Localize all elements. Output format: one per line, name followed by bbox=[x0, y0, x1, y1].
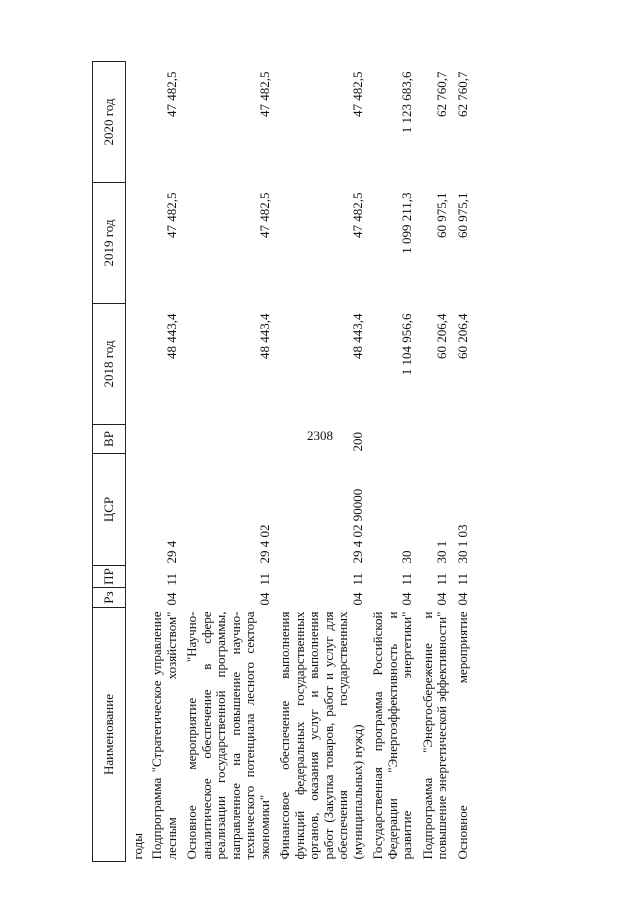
header-rz: Рз bbox=[93, 588, 126, 608]
row-vr bbox=[150, 425, 179, 454]
row-2019: 47 482,5 bbox=[349, 192, 365, 238]
header-2020: 2020 год bbox=[93, 62, 126, 183]
header-2018: 2018 год bbox=[93, 304, 126, 425]
row-rz: 04 bbox=[399, 592, 414, 606]
row-2019: 47 482,5 bbox=[256, 192, 272, 238]
header-2019: 2019 год bbox=[93, 183, 126, 304]
row-2018: 48 443,4 bbox=[163, 313, 179, 359]
table-row bbox=[185, 62, 272, 862]
header-vr: ВР bbox=[93, 425, 126, 454]
years-caption: годы bbox=[129, 833, 145, 860]
row-pr: 11 bbox=[349, 572, 365, 586]
row-2019: 47 482,5 bbox=[163, 192, 179, 238]
table-header bbox=[93, 62, 126, 862]
row-2020: 47 482,5 bbox=[256, 71, 272, 117]
budget-table bbox=[92, 61, 470, 862]
row-rz: 04 bbox=[256, 592, 272, 606]
row-rz: 04 bbox=[349, 592, 365, 606]
budget-table-rotated bbox=[92, 62, 612, 862]
table-row bbox=[278, 62, 365, 862]
row-rz: 04 bbox=[163, 592, 179, 606]
table-row bbox=[421, 62, 450, 862]
row-csr: 30 bbox=[399, 550, 414, 564]
row-csr: 30 1 03 bbox=[454, 524, 470, 564]
row-csr: 30 1 bbox=[434, 540, 449, 564]
row-name: Основное мероприятие bbox=[454, 611, 470, 860]
row-pr: 11 bbox=[454, 572, 470, 586]
row-2019: 60 975,1 bbox=[454, 192, 470, 238]
row-2018: 48 443,4 bbox=[349, 313, 365, 359]
row-2018: 48 443,4 bbox=[256, 313, 272, 359]
row-pr: 11 bbox=[256, 572, 272, 586]
row-2020: 62 760,7 bbox=[454, 71, 470, 117]
row-pr: 11 bbox=[399, 572, 414, 586]
row-rz: 04 bbox=[454, 592, 470, 606]
row-2019: 1 099 211,3 bbox=[399, 192, 414, 254]
row-2018: 1 104 956,6 bbox=[399, 313, 414, 376]
table-row bbox=[371, 62, 415, 862]
row-name: Подпрограмма "Энергосбережение и повышение энергетической эффективности" bbox=[419, 611, 449, 860]
row-vr bbox=[371, 425, 415, 454]
row-name: Финансовое обеспечение выполнения функций федеральных государственных органов, оказания услуг и выполнения работ (Закупка товаров, работ и услуг для обеспечения государственных (муниципальных) нужд) bbox=[277, 611, 365, 860]
row-csr: 29 4 02 bbox=[256, 524, 272, 564]
row-csr: 29 4 bbox=[163, 540, 179, 564]
table-row bbox=[456, 62, 471, 862]
row-vr bbox=[185, 425, 272, 454]
row-2020: 1 123 683,6 bbox=[399, 71, 414, 134]
row-name: Подпрограмма "Стратегическое управление лесным хозяйством" bbox=[149, 611, 179, 860]
row-2019: 60 975,1 bbox=[434, 192, 449, 238]
row-name: Основное мероприятие "Научно-аналитическое обеспечение в сфере реализации государственной программы, направленное на повышение научно-технического потенциала лесного сектора экономики" bbox=[184, 611, 272, 860]
years-caption-row bbox=[126, 62, 151, 862]
row-2018: 60 206,4 bbox=[434, 313, 449, 359]
table-row bbox=[150, 62, 179, 862]
header-pr: ПР bbox=[93, 566, 126, 588]
row-vr bbox=[456, 425, 471, 454]
row-rz: 04 bbox=[434, 592, 449, 606]
row-vr: 200 bbox=[349, 432, 365, 452]
header-csr: ЦСР bbox=[93, 454, 126, 566]
row-name: Государственная программа Российской Федерации "Энергоэффективность и развитие энергетики" bbox=[370, 611, 414, 860]
row-2018: 60 206,4 bbox=[454, 313, 470, 359]
row-vr bbox=[421, 425, 450, 454]
row-2020: 47 482,5 bbox=[163, 71, 179, 117]
row-pr: 11 bbox=[434, 572, 449, 586]
page-number: 2308 bbox=[307, 428, 333, 443]
row-2020: 62 760,7 bbox=[434, 71, 449, 117]
row-2020: 47 482,5 bbox=[349, 71, 365, 117]
row-pr: 11 bbox=[163, 572, 179, 586]
row-csr: 29 4 02 90000 bbox=[349, 488, 365, 564]
header-name: Наименование bbox=[93, 608, 126, 862]
